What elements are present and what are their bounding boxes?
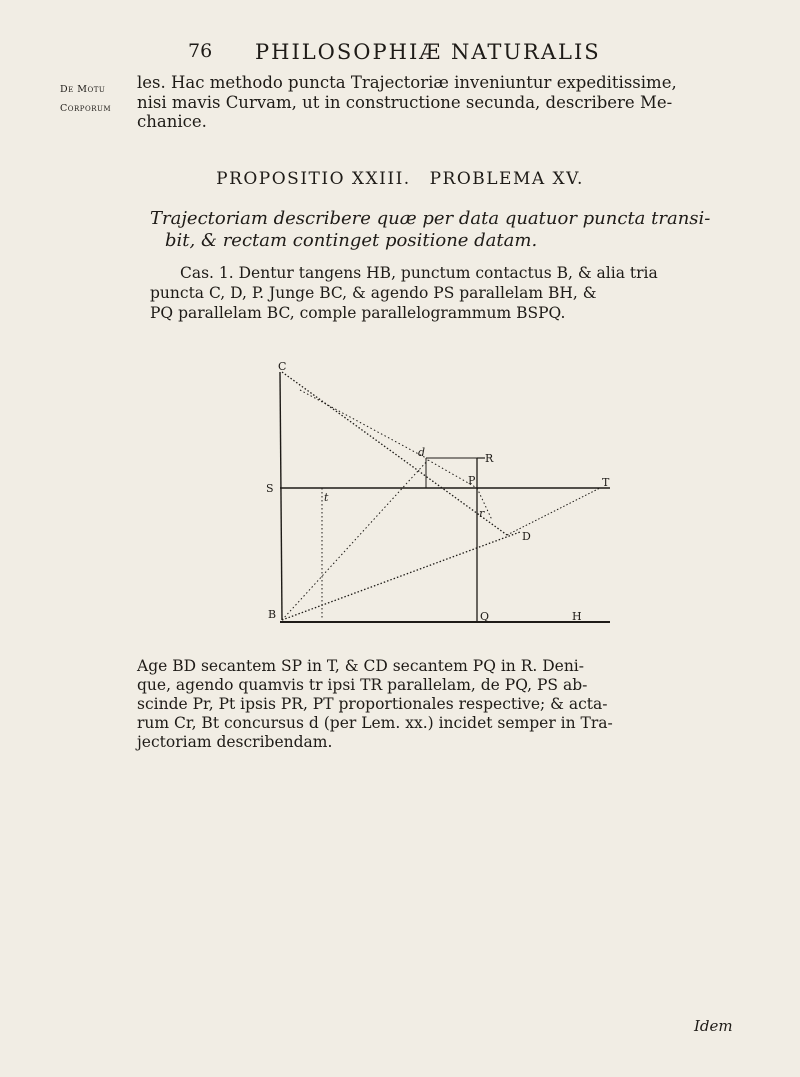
statement-line: Trajectoriam describere quæ per data quatuor puncta transi- — [150, 208, 711, 229]
text-line: les. Hac methodo puncta Trajectoriæ inveniuntur expeditissime, — [137, 73, 677, 92]
running-title: PHILOSOPHIÆ NATURALIS — [255, 40, 601, 64]
margin-note-line: Corporum — [60, 103, 112, 114]
paragraph-intro — [137, 73, 797, 132]
line-CB — [280, 372, 282, 620]
label-D: D — [522, 530, 531, 543]
line-BD — [282, 532, 520, 620]
margin-note — [60, 80, 111, 118]
geometric-figure — [266, 360, 640, 628]
statement-line: bit, & rectam continget positione datam. — [165, 230, 538, 251]
label-S: S — [266, 482, 274, 495]
line-Bd — [282, 460, 428, 620]
text-line: scinde Pr, Pt ipsis PR, PT proportionales respective; & acta- — [137, 695, 608, 713]
page-header — [0, 40, 800, 70]
line-CD — [282, 372, 507, 535]
proposition-statement — [150, 208, 790, 252]
text-line: nisi mavis Curvam, ut in constructione secunda, describere Me- — [137, 92, 673, 112]
text-line: rum Cr, Bt concursus d (per Lem. xx.) incidet semper in Tra- — [137, 714, 613, 732]
text-line: PQ parallelam BC, comple parallelogrammum BSPQ. — [150, 304, 566, 322]
catchword: Idem — [694, 1017, 733, 1035]
label-d: d — [418, 446, 426, 459]
label-r: r — [479, 507, 485, 520]
label-T: T — [602, 476, 610, 489]
proposition-number: PROPOSITIO XXIII. — [216, 169, 411, 189]
text-line: puncta C, D, P. Junge BC, & agendo PS parallelam BH, & — [150, 284, 597, 302]
line-DT — [507, 488, 600, 535]
problem-number: PROBLEMA XV. — [429, 169, 584, 189]
text-line: que, agendo quamvis tr ipsi TR parallelam, de PQ, PS ab- — [137, 676, 588, 694]
paragraph-construction — [137, 657, 797, 752]
label-H: H — [572, 610, 582, 623]
margin-note-line: De Motu — [60, 84, 106, 95]
label-C: C — [278, 360, 287, 373]
label-Q: Q — [480, 610, 490, 623]
page-number: 76 — [188, 40, 213, 62]
text-line: Cas. 1. Dentur tangens HB, punctum contactus B, & alia tria — [180, 264, 658, 282]
label-R: R — [485, 452, 494, 465]
label-t: t — [324, 491, 329, 504]
line-Cd — [300, 390, 426, 458]
proposition-heading — [0, 169, 800, 189]
text-line: chanice. — [137, 112, 207, 131]
text-line: Age BD secantem SP in T, & CD secantem PQ in R. Deni- — [137, 657, 585, 675]
label-P: P — [468, 474, 476, 487]
label-B: B — [268, 608, 277, 621]
case-one-text — [150, 263, 790, 323]
text-line: jectoriam describendam. — [137, 733, 333, 751]
